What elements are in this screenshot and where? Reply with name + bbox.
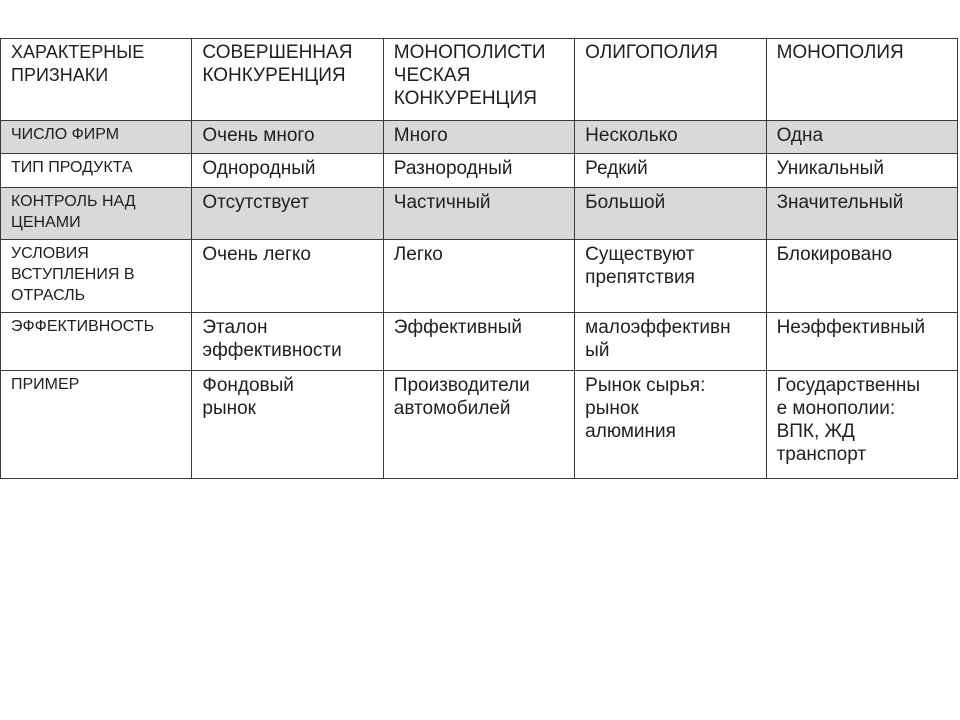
- row-label-cell: [1, 371, 192, 479]
- table-cell: [766, 240, 957, 313]
- row-label: ТИП ПРОДУКТА: [11, 159, 133, 176]
- header-label: ОЛИГОПОЛИЯ: [585, 42, 718, 63]
- cell-value: Существуют препятствия: [585, 244, 695, 288]
- table-cell: [383, 313, 574, 371]
- cell-value: Легко: [393, 244, 443, 265]
- header-label: ХАРАКТЕРНЫЕ ПРИЗНАКИ: [11, 42, 145, 85]
- cell-value: Эталон эффективности: [202, 317, 342, 361]
- table-cell: [383, 240, 574, 313]
- row-label: ЭФФЕКТИВНОСТЬ: [11, 318, 155, 335]
- row-label-cell: [1, 240, 192, 313]
- cell-value: Много: [393, 125, 448, 146]
- header-cell-characteristics: [1, 39, 192, 121]
- table-cell: [766, 121, 957, 154]
- table-cell: [766, 188, 957, 240]
- table-cell: [383, 121, 574, 154]
- row-label: КОНТРОЛЬ НАД ЦЕНАМИ: [11, 193, 136, 231]
- cell-value: Уникальный: [776, 158, 884, 179]
- cell-value: Частичный: [393, 192, 491, 213]
- table-cell: [766, 313, 957, 371]
- header-cell-oligopoly: [575, 39, 766, 121]
- row-label-cell: [1, 121, 192, 154]
- table-cell: [192, 313, 383, 371]
- cell-value: Очень легко: [202, 244, 311, 265]
- cell-value: Однородный: [202, 158, 316, 179]
- row-label: ПРИМЕР: [11, 376, 80, 393]
- table-cell: [575, 188, 766, 240]
- cell-value: Одна: [776, 125, 824, 146]
- table-row: [1, 188, 958, 240]
- header-cell-perfect-competition: [192, 39, 383, 121]
- header-cell-monopolistic-competition: [383, 39, 574, 121]
- table-cell: [575, 371, 766, 479]
- cell-value: Производители автомобилей: [393, 375, 530, 419]
- row-label-cell: [1, 188, 192, 240]
- cell-value: Большой: [585, 192, 666, 213]
- cell-value: Государственны е монополии: ВПК, ЖД транспорт: [776, 375, 921, 465]
- cell-value: Несколько: [585, 125, 678, 146]
- table-cell: [575, 154, 766, 188]
- cell-value: малоэффективн ый: [585, 317, 731, 361]
- header-label: МОНОПОЛИСТИ ЧЕСКАЯ КОНКУРЕНЦИЯ: [393, 42, 546, 109]
- table-row: [1, 313, 958, 371]
- table-row: [1, 371, 958, 479]
- table-cell: [575, 240, 766, 313]
- header-label: СОВЕРШЕННАЯ КОНКУРЕНЦИЯ: [202, 42, 353, 86]
- cell-value: Очень много: [202, 125, 315, 146]
- table-row: [1, 121, 958, 154]
- table-cell: [383, 188, 574, 240]
- table-row: [1, 154, 958, 188]
- table-cell: [766, 371, 957, 479]
- cell-value: Редкий: [585, 158, 648, 179]
- row-label-cell: [1, 154, 192, 188]
- cell-value: Эффективный: [393, 317, 522, 338]
- table-cell: [575, 313, 766, 371]
- table-cell: [766, 154, 957, 188]
- table-cell: [575, 121, 766, 154]
- cell-value: Значительный: [776, 192, 904, 213]
- cell-value: Рынок сырья: рынок алюминия: [585, 375, 706, 442]
- header-label: МОНОПОЛИЯ: [776, 42, 904, 63]
- row-label: ЧИСЛО ФИРМ: [11, 126, 120, 143]
- table-row: [1, 240, 958, 313]
- table-cell: [383, 154, 574, 188]
- table-header-row: [1, 39, 958, 121]
- table-cell: [192, 154, 383, 188]
- table-cell: [192, 188, 383, 240]
- cell-value: Блокировано: [776, 244, 893, 265]
- table-cell: [192, 121, 383, 154]
- cell-value: Разнородный: [393, 158, 513, 179]
- row-label: УСЛОВИЯ ВСТУПЛЕНИЯ В ОТРАСЛЬ: [11, 245, 135, 304]
- header-cell-monopoly: [766, 39, 957, 121]
- cell-value: Фондовый рынок: [202, 375, 294, 419]
- row-label-cell: [1, 313, 192, 371]
- cell-value: Отсутствует: [202, 192, 309, 213]
- table-cell: [383, 371, 574, 479]
- market-structures-table: [0, 38, 958, 479]
- table-cell: [192, 371, 383, 479]
- cell-value: Неэффективный: [776, 317, 926, 338]
- table-cell: [192, 240, 383, 313]
